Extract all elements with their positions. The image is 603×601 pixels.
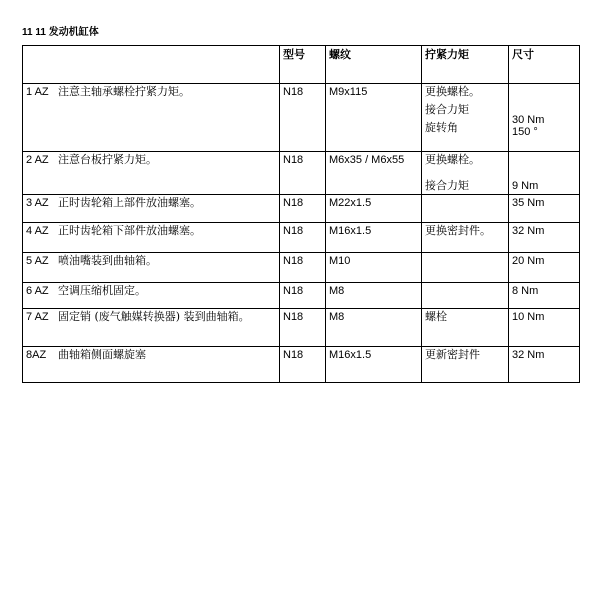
section-title: 11 11 发动机缸体 [22, 27, 99, 38]
thread-cell: M16x1.5 [326, 223, 422, 253]
type-cell: N18 [280, 309, 326, 347]
item-code: 4 AZ [26, 225, 49, 237]
item-code: 5 AZ [26, 255, 49, 267]
thread-cell: M9x115 [326, 84, 422, 152]
thread-cell: M6x35 / M6x55 [326, 152, 422, 195]
header-torque: 拧紧力矩 [422, 46, 509, 84]
item-code: 8AZ [26, 349, 47, 361]
table-row [23, 152, 580, 195]
size-value: 9 Nm [512, 180, 539, 192]
size-value: 30 Nm [512, 114, 545, 126]
item-code: 1 AZ [26, 86, 49, 98]
size-cell: 35 Nm [509, 195, 580, 223]
item-cell [23, 283, 280, 309]
torque-spec-table [22, 45, 580, 383]
torque-note: 更换螺栓。 [425, 153, 480, 166]
table-header-row [23, 46, 580, 84]
item-description: 曲轴箱侧面螺旋塞 [58, 348, 146, 361]
table-row [23, 347, 580, 383]
thread-cell: M16x1.5 [326, 347, 422, 383]
item-description: 正时齿轮箱下部件放油螺塞。 [58, 224, 201, 237]
torque-cell [422, 84, 509, 152]
type-cell: N18 [280, 283, 326, 309]
type-cell: N18 [280, 152, 326, 195]
item-cell [23, 195, 280, 223]
torque-note: 接合力矩 [425, 103, 469, 116]
torque-cell [422, 195, 509, 223]
size-cell [509, 84, 580, 152]
item-code: 6 AZ [26, 285, 49, 297]
torque-note: 旋转角 [425, 121, 458, 134]
table-row [23, 195, 580, 223]
item-cell [23, 253, 280, 283]
item-cell [23, 309, 280, 347]
torque-cell: 更换密封件。 [422, 223, 509, 253]
size-cell: 32 Nm [509, 223, 580, 253]
item-description: 喷油嘴装到曲轴箱。 [58, 254, 157, 267]
size-value: 150 ° [512, 126, 538, 138]
item-description: 固定销 (废气触媒转换器) 装到曲轴箱。 [58, 310, 250, 323]
header-thread: 螺纹 [326, 46, 422, 84]
size-cell [509, 152, 580, 195]
type-cell: N18 [280, 347, 326, 383]
table-row [23, 223, 580, 253]
item-code: 7 AZ [26, 311, 49, 323]
item-code: 2 AZ [26, 154, 49, 166]
item-code: 3 AZ [26, 197, 49, 209]
torque-cell [422, 152, 509, 195]
thread-cell: M22x1.5 [326, 195, 422, 223]
torque-cell: 更新密封件 [422, 347, 509, 383]
item-description: 正时齿轮箱上部件放油螺塞。 [58, 196, 201, 209]
torque-note: 更换螺栓。 [425, 85, 480, 98]
table-row [23, 84, 580, 152]
size-cell: 8 Nm [509, 283, 580, 309]
header-item [23, 46, 280, 84]
thread-cell: M8 [326, 283, 422, 309]
item-description: 注意台板拧紧力矩。 [58, 153, 157, 166]
header-type: 型号 [280, 46, 326, 84]
size-cell: 20 Nm [509, 253, 580, 283]
header-size: 尺寸 [509, 46, 580, 84]
item-cell [23, 84, 280, 152]
table-row [23, 283, 580, 309]
type-cell: N18 [280, 223, 326, 253]
type-cell: N18 [280, 84, 326, 152]
item-description: 注意主轴承螺栓拧紧力矩。 [58, 85, 190, 98]
item-cell [23, 347, 280, 383]
table-row [23, 309, 580, 347]
torque-cell [422, 253, 509, 283]
type-cell: N18 [280, 195, 326, 223]
torque-cell [422, 283, 509, 309]
thread-cell: M8 [326, 309, 422, 347]
type-cell: N18 [280, 253, 326, 283]
item-cell [23, 152, 280, 195]
size-cell: 32 Nm [509, 347, 580, 383]
thread-cell: M10 [326, 253, 422, 283]
table-row [23, 253, 580, 283]
item-cell [23, 223, 280, 253]
torque-note: 接合力矩 [425, 179, 469, 192]
size-cell: 10 Nm [509, 309, 580, 347]
item-description: 空调压缩机固定。 [58, 284, 146, 297]
torque-cell: 螺栓 [422, 309, 509, 347]
